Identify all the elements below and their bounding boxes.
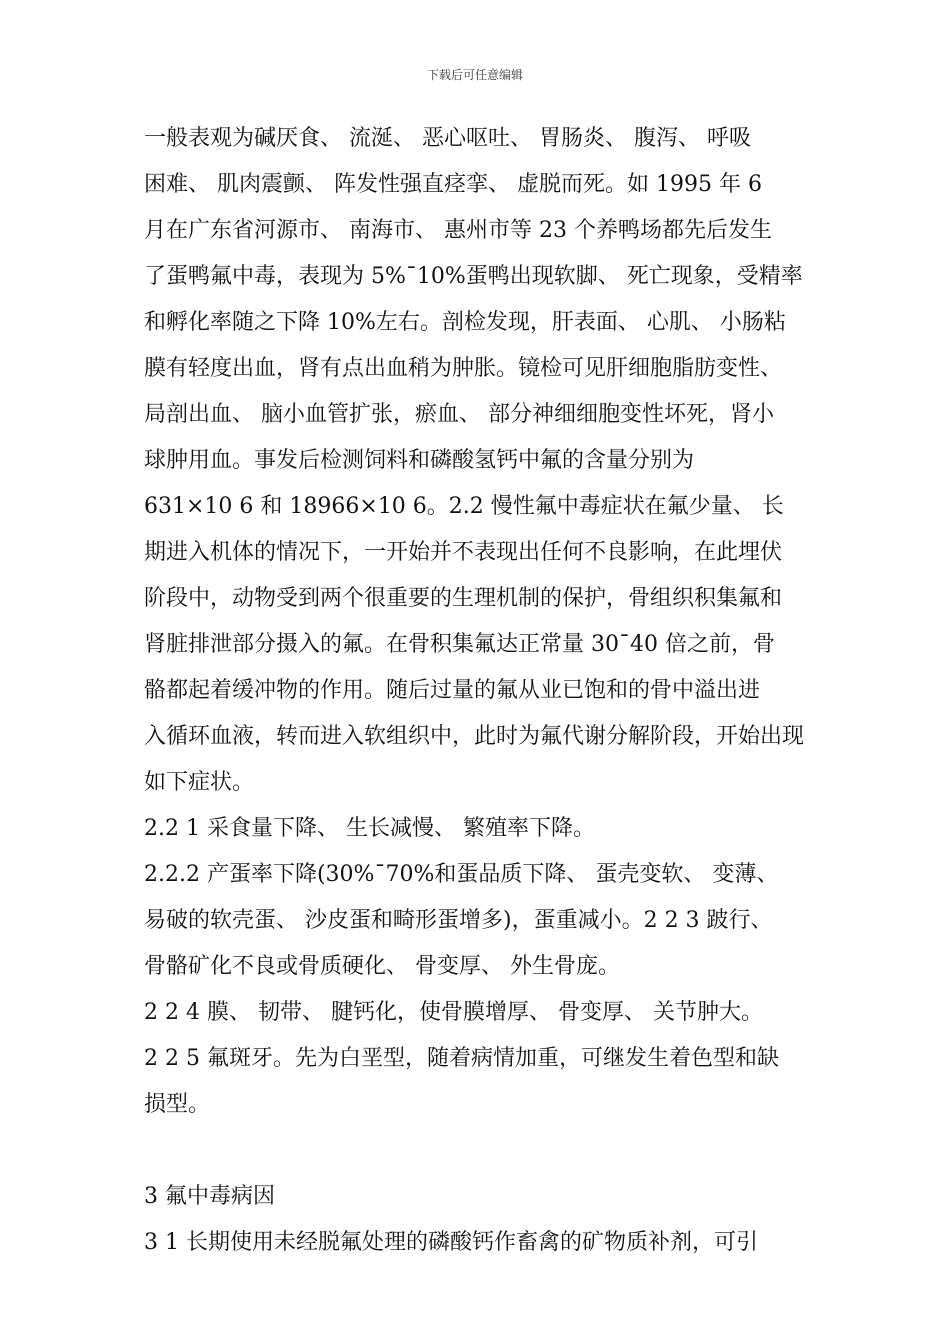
text-line: 一般表观为碱厌食、 流涎、 恶心呕吐、 胃肠炎、 腹泻、 呼吸 (144, 126, 751, 151)
text-line: 3 1 长期使用未经脱氟处理的磷酸钙作畜禽的矿物质补剂，可引 (144, 1230, 758, 1255)
text-line: 2.2.2 产蛋率下降(30%¯70%和蛋品质下降、 蛋壳变软、 变薄、 (144, 862, 779, 887)
document-body (144, 116, 816, 1266)
text-line: 2.2 1 采食量下降、 生长减慢、 繁殖率下降。 (144, 816, 595, 841)
page-header: 下载后可任意编辑 (426, 68, 523, 82)
text-line: 困难、 肌肉震颤、 阵发性强直痉挛、 虚脱而死。如 1995 年 6 (144, 172, 762, 197)
text-line: 球肿用血。事发后检测饲料和磷酸氢钙中氟的含量分别为 (144, 448, 695, 473)
text-line: 入循环血液，转而进入软组织中，此时为氟代谢分解阶段，开始出现 (144, 724, 805, 749)
text-line: 局剖出血、 脑小血管扩张，瘀血、 部分神细细胞变性坏死，肾小 (144, 402, 774, 427)
text-line: 阶段中，动物受到两个很重要的生理机制的保护，骨组织积集氟和 (144, 586, 783, 611)
text-line: 如下症状。 (144, 770, 255, 795)
text-line: 肾脏排泄部分摄入的氟。在骨积集氟达正常量 30¯40 倍之前，骨 (144, 632, 775, 657)
text-line: 和孵化率随之下降 10%左右。剖检发现，肝表面、 心肌、 小肠粘 (144, 310, 786, 335)
text-line: 2 2 5 氟斑牙。先为白垩型，随着病情加重，可继发生着色型和缺 (144, 1046, 779, 1071)
text-line: 易破的软壳蛋、 沙皮蛋和畸形蛋增多)，蛋重减小。2 2 3 跛行、 (144, 908, 773, 933)
text-line: 损型。 (144, 1092, 211, 1117)
text-line: 了蛋鸭氟中毒，表现为 5%¯10%蛋鸭出现软脚、 死亡现象，受精率 (144, 264, 803, 289)
section-heading: 3 氟中毒病因 (144, 1184, 275, 1209)
text-line: 2 2 4 膜、 韧带、 腱钙化，使骨膜增厚、 骨变厚、 关节肿大。 (144, 1000, 763, 1025)
text-line: 骨骼矿化不良或骨质硬化、 骨变厚、 外生骨庞。 (144, 954, 620, 979)
text-line: 631×10 6 和 18966×10 6。2.2 慢性氟中毒症状在氟少量、 长 (144, 494, 784, 519)
text-line: 月在广东省河源市、 南海市、 惠州市等 23 个养鸭场都先后发生 (144, 218, 772, 243)
text-line: 骼都起着缓冲物的作用。随后过量的氟从业已饱和的骨中溢出进 (144, 678, 761, 703)
text-line: 期进入机体的情况下，一开始并不表现出任何不良影响，在此埋伏 (144, 540, 783, 565)
text-line: 膜有轻度出血，肾有点出血稍为肿胀。镜检可见肝细胞脂肪变性、 (144, 356, 783, 381)
blank-line (144, 1128, 816, 1174)
